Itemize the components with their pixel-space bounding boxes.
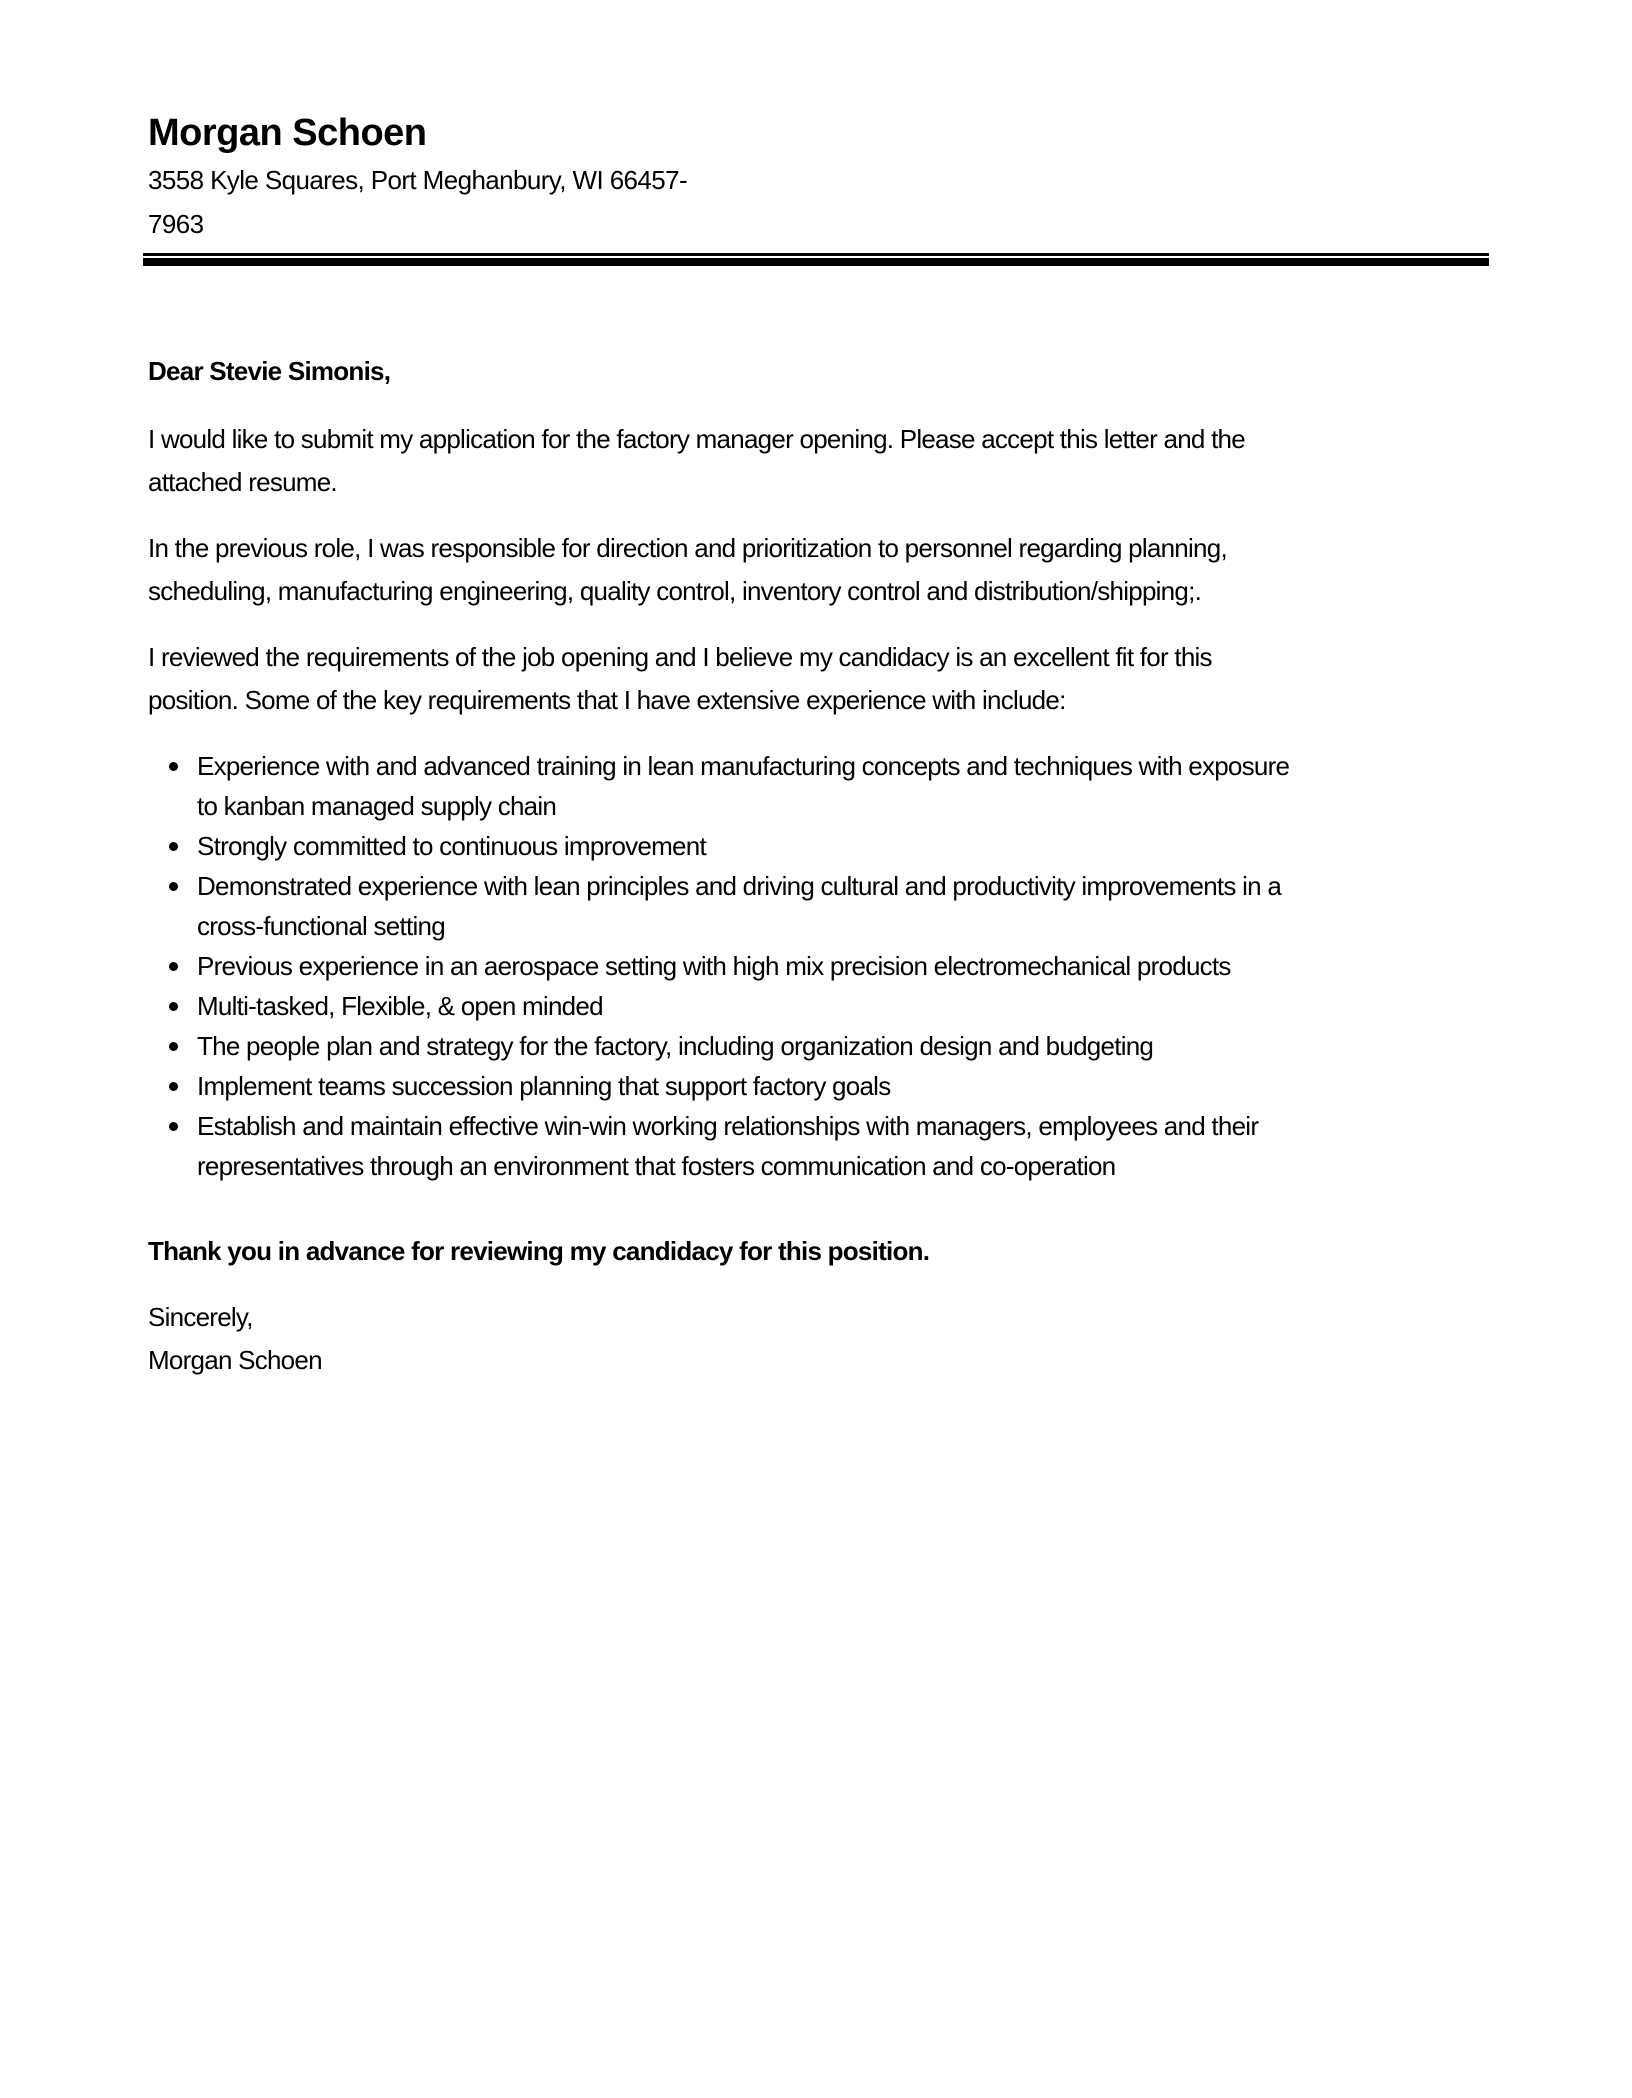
list-item [148,946,1289,986]
list-item-text: Implement teams succession planning that support factory goals [197,1071,891,1101]
header-divider-thin [143,253,1489,256]
list-item-text: Strongly committed to continuous improvement [197,831,706,861]
paragraph-line: attached resume. [148,467,337,497]
paragraph-line: position. Some of the key requirements that I have extensive experience with include: [148,685,1066,715]
bullet-icon [169,1002,178,1011]
bullet-icon [169,1122,178,1131]
paragraph-line: scheduling, manufacturing engineering, quality control, inventory control and distribution/shipping;. [148,576,1202,606]
bullet-icon [169,1082,178,1091]
signoff: Sincerely, [148,1302,253,1332]
list-item-text: cross-functional setting [197,911,445,941]
bullet-icon [169,882,178,891]
address-line: 7963 [148,209,204,239]
list-item-text: to kanban managed supply chain [197,791,557,821]
list-item [148,826,1289,866]
bullet-icon [169,842,178,851]
paragraph-requirements [148,636,1212,722]
list-item [148,1106,1289,1186]
list-item-text: Previous experience in an aerospace setting with high mix precision electromechanical products [197,951,1231,981]
sender-name: Morgan Schoen [148,112,427,154]
bullet-icon [169,1042,178,1051]
paragraph-line: In the previous role, I was responsible for direction and prioritization to personnel regarding planning, [148,533,1227,563]
list-item [148,866,1289,946]
address-line: 3558 Kyle Squares, Port Meghanbury, WI 66457- [148,165,688,195]
closing-statement: Thank you in advance for reviewing my candidacy for this position. [148,1236,930,1266]
requirements-list [148,746,1289,1186]
bullet-icon [169,962,178,971]
list-item-text: Experience with and advanced training in lean manufacturing concepts and techniques with exposure [197,751,1290,781]
list-item [148,746,1289,826]
signoff-block [148,1296,322,1382]
list-item [148,1026,1289,1066]
paragraph-previous-role [148,527,1227,613]
list-item-text: Demonstrated experience with lean principles and driving cultural and productivity improvements in a [197,871,1282,901]
list-item-text: The people plan and strategy for the factory, including organization design and budgeting [197,1031,1154,1061]
list-item-text: representatives through an environment that fosters communication and co-operation [197,1151,1116,1181]
header-divider-thick [143,258,1489,266]
signature-name: Morgan Schoen [148,1345,322,1375]
sender-address [148,158,687,246]
list-item-text: Establish and maintain effective win-win working relationships with managers, employees and their [197,1111,1259,1141]
salutation: Dear Stevie Simonis, [148,356,391,386]
paragraph-line: I reviewed the requirements of the job opening and I believe my candidacy is an excellent fit for this [148,642,1212,672]
bullet-icon [169,762,178,771]
list-item-text: Multi-tasked, Flexible, & open minded [197,991,603,1021]
paragraph-line: I would like to submit my application for the factory manager opening. Please accept this letter and the [148,424,1245,454]
list-item [148,986,1289,1026]
paragraph-intro [148,418,1245,504]
list-item [148,1066,1289,1106]
